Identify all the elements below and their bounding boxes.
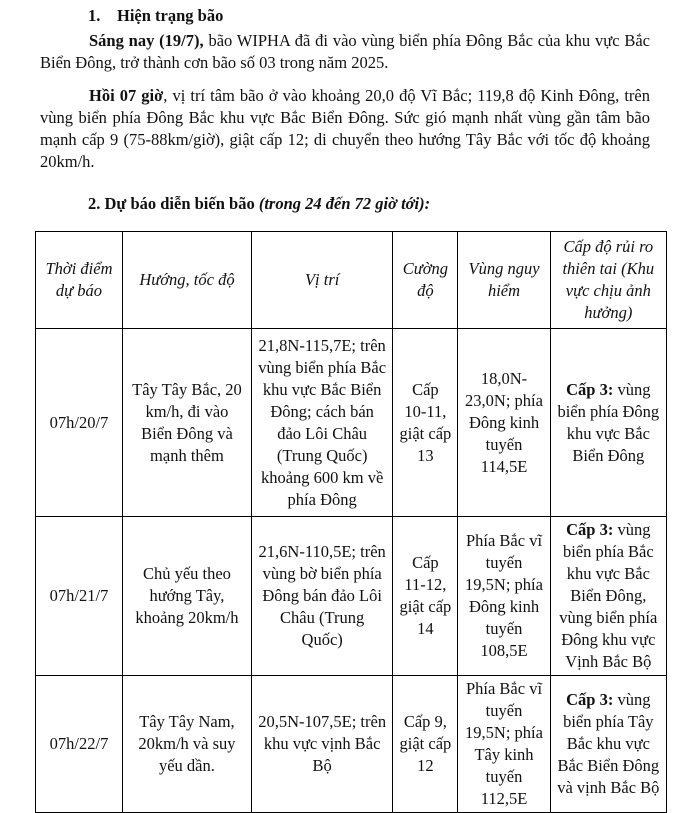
section-2-subtitle: (trong 24 đến 72 giờ tới): — [258, 194, 431, 213]
risk-area: vùng biển phía Đông khu vực Bắc Biển Đông — [557, 379, 660, 465]
status-paragraph-1-text: bão WIPHA đã đi vào vùng biển phía Đông Bắc của khu vực Bắc Biển Đông, trở thành cơn bão số 03 trong năm 2025. — [40, 31, 650, 72]
cell-position: 21,6N-110,5E; trên vùng bờ biển phía Đông bán đảo Lôi Châu (Trung Quốc) — [251, 517, 393, 676]
header-risk-level: Cấp độ rủi ro thiên tai (Khu vực chịu ảnh hưởng) — [550, 232, 666, 329]
table-header-row — [36, 232, 667, 329]
risk-level-label: Cấp 3: — [566, 690, 614, 709]
cell-intensity: Cấp 10-11, giật cấp 13 — [393, 329, 458, 517]
risk-level-label: Cấp 3: — [566, 520, 614, 539]
risk-area: vùng biển phía Tây Bắc khu vực Bắc Biển Đông và vịnh Bắc Bộ — [557, 690, 660, 797]
cell-risk — [550, 517, 666, 676]
cell-direction: Tây Tây Nam, 20km/h và suy yếu dần. — [122, 676, 251, 813]
table-row — [36, 329, 667, 517]
cell-danger-zone: Phía Bắc vĩ tuyến 19,5N; phía Đông kinh tuyến 108,5E — [458, 517, 550, 676]
cell-time: 07h/22/7 — [36, 676, 123, 813]
risk-area: vùng biển phía Bắc khu vực Bắc Biển Đông, vùng biển phía Đông khu vực Vịnh Bắc Bộ — [559, 520, 658, 671]
header-intensity: Cường độ — [393, 232, 458, 329]
section-1-title: Hiện trạng bão — [117, 6, 224, 25]
header-direction: Hướng, tốc độ — [122, 232, 251, 329]
cell-intensity: Cấp 11-12, giật cấp 14 — [393, 517, 458, 676]
cell-time: 07h/21/7 — [36, 517, 123, 676]
cell-direction: Tây Tây Bắc, 20 km/h, đi vào Biển Đông và mạnh thêm — [122, 329, 251, 517]
forecast-table — [35, 231, 667, 813]
cell-danger-zone: Phía Bắc vĩ tuyến 19,5N; phía Tây kinh tuyến 112,5E — [458, 676, 550, 813]
cell-position: 21,8N-115,7E; trên vùng biển phía Bắc khu vực Bắc Biển Đông; cách bán đảo Lôi Châu (Trung Quốc) khoảng 600 km về phía Đông — [251, 329, 393, 517]
section-2-heading — [88, 193, 688, 215]
section-2-title: 2. Dự báo diễn biến bão — [88, 194, 255, 213]
status-paragraph-1 — [40, 30, 650, 74]
status-paragraph-1-lead: Sáng nay (19/7), — [89, 31, 204, 50]
header-position: Vị trí — [251, 232, 393, 329]
status-paragraph-2-lead: Hồi 07 giờ — [89, 86, 164, 105]
cell-risk — [550, 329, 666, 517]
cell-position: 20,5N-107,5E; trên khu vực vịnh Bắc Bộ — [251, 676, 393, 813]
section-1-number: 1. — [88, 6, 101, 25]
cell-risk — [550, 676, 666, 813]
risk-level-label: Cấp 3: — [566, 379, 614, 399]
cell-danger-zone: 18,0N-23,0N; phía Đông kinh tuyến 114,5E — [458, 329, 550, 517]
table-row — [36, 517, 667, 676]
cell-intensity: Cấp 9, giật cấp 12 — [393, 676, 458, 813]
cell-direction: Chủ yếu theo hướng Tây, khoảng 20km/h — [122, 517, 251, 676]
header-time: Thời điểm dự báo — [36, 232, 123, 329]
cell-time: 07h/20/7 — [36, 329, 123, 517]
header-danger-zone: Vùng nguy hiểm — [458, 232, 550, 329]
status-paragraph-2 — [40, 85, 650, 173]
table-row — [36, 676, 667, 813]
status-paragraph-2-text: , vị trí tâm bão ở vào khoảng 20,0 độ Vĩ Bắc; 119,8 độ Kinh Đông, trên vùng biển phía Đông Bắc khu vực Bắc Biển Đông. Sức gió mạnh nhất vùng gần tâm bão mạnh cấp 9 (75-88km/giờ), giật cấp 12; di chuyển theo hướng Tây Bắc với tốc độ khoảng 20km/h. — [40, 86, 650, 171]
